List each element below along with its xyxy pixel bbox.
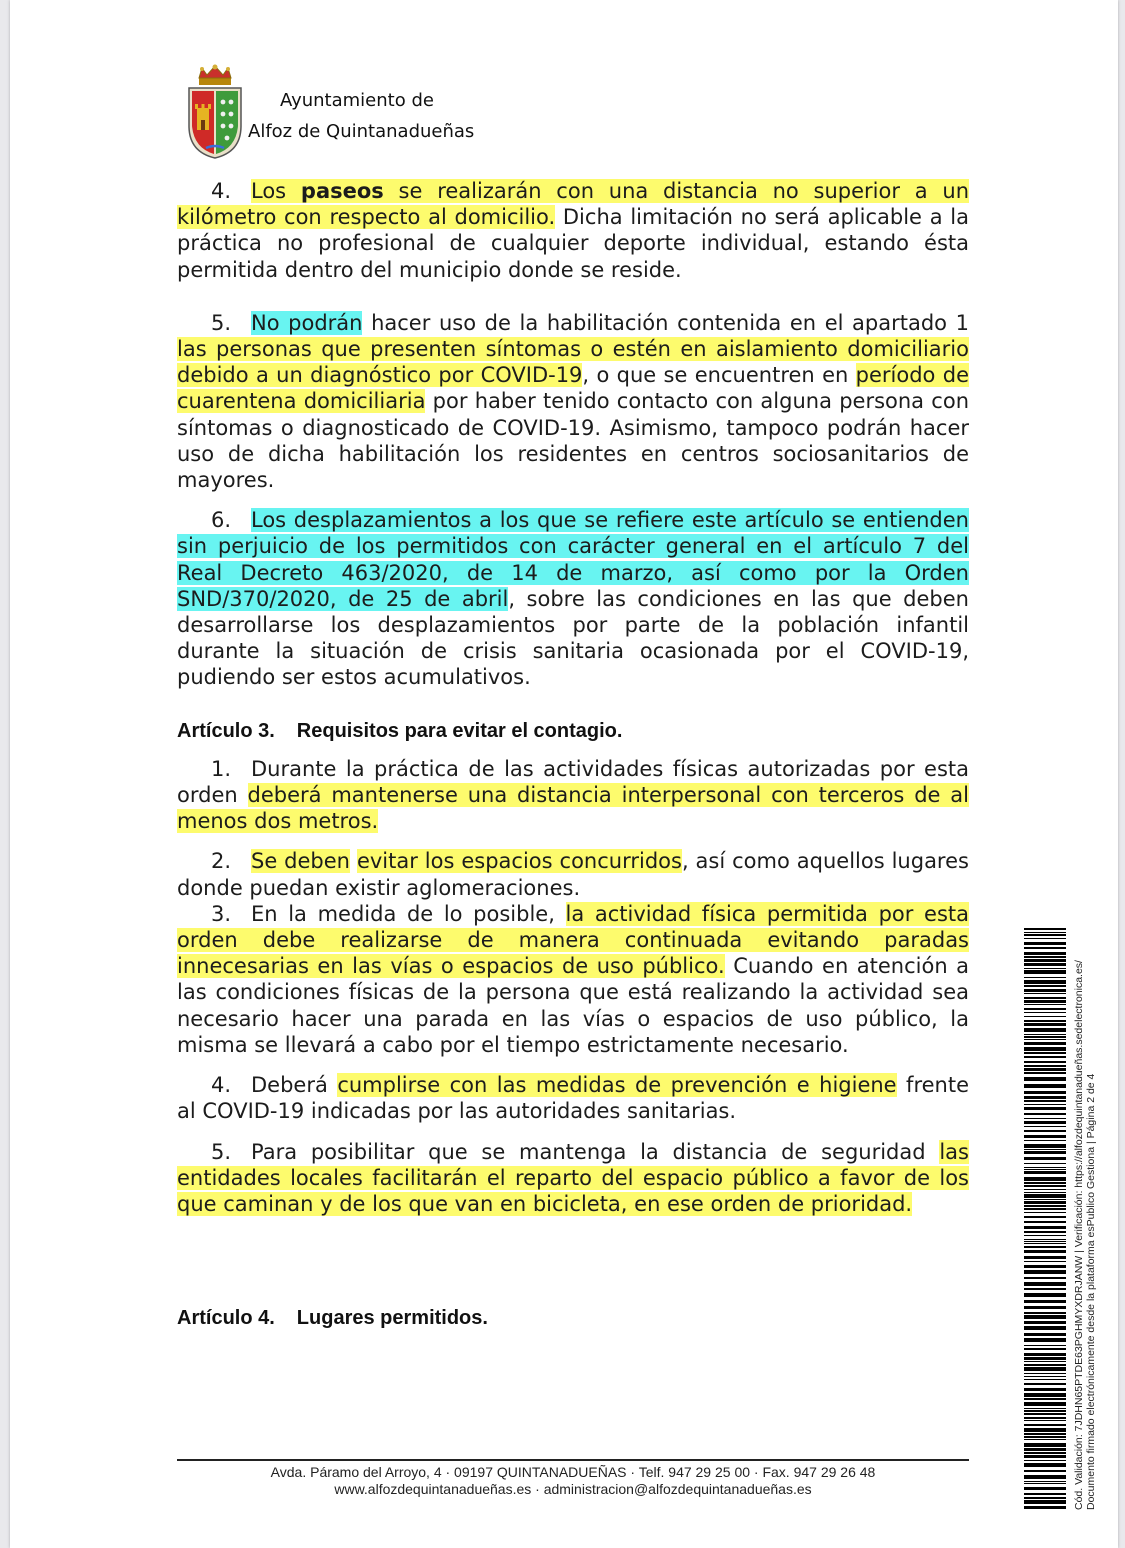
highlight-text: se realizarán con una distancia no superior a un kilómetro con respecto al domicilio.: [177, 179, 970, 230]
paragraph-number: 5.: [211, 310, 232, 335]
bold-term: paseos: [300, 179, 384, 203]
paragraph-text: , sobre las condiciones en las que deben desarrollarse los desplazamientos por parte de la población infantil durante la situación de crisis sanitaria ocasionada por el COVID-19, pudiendo ser estos acumulativos.: [177, 586, 969, 690]
footer-contact: www.alfozdequintanadueñas.es · administracion@alfozdequintanadueñas.es: [334, 1481, 812, 1497]
article-3-item-3: [177, 901, 969, 1058]
article-3-heading: [177, 718, 969, 744]
paragraph-text: Dicha limitación no será aplicable a la práctica no profesional de cualquier deporte individual, estando ésta permitida dentro del municipio donde se reside.: [177, 205, 969, 282]
coat-of-arms-logo: [186, 64, 244, 160]
paragraph-text: , o que se encuentren en: [582, 363, 856, 388]
highlight-cyan: No podrán: [251, 310, 363, 335]
highlight-yellow: deberá mantenerse una distancia interpersonal con terceros de al menos dos metros.: [177, 783, 969, 834]
org-name-line2: Alfoz de Quintanadueñas: [248, 121, 475, 142]
article-3-item-4: [177, 1072, 969, 1124]
item-number: 5.: [211, 1139, 232, 1164]
paragraph-text: hacer uso de la habilitación contenida en el apartado 1: [362, 310, 969, 335]
item-text: , así como aquellos lugares donde puedan existir aglomeraciones.: [177, 849, 969, 900]
paragraph-number: 4.: [211, 179, 232, 203]
paragraph-number: 6.: [211, 508, 232, 533]
item-number: 1.: [211, 756, 232, 781]
org-name-line1: Ayuntamiento de: [280, 90, 434, 111]
article-3-item-2: [177, 848, 969, 900]
item-number: 4.: [211, 1073, 232, 1098]
paragraph-6: [177, 507, 969, 690]
verification-signature-line: Documento firmado electrónicamente desde la plataforma esPublico Gestiona | Página 2 de 4: [1085, 1073, 1097, 1510]
barcode-image: [1024, 928, 1066, 1509]
highlight-yellow: la actividad física permitida por esta orden debe realizarse de manera continuada evitando paradas innecesarias en las vías o espacios de uso público.: [177, 901, 969, 979]
highlight-text: Los: [251, 179, 301, 203]
letterhead: [186, 64, 586, 164]
highlight-yellow: las personas que presenten síntomas o estén en aislamiento domiciliario debido a un diagnóstico por COVID-19: [177, 337, 969, 388]
document-page: [10, 0, 1118, 1548]
item-text: frente al COVID-19 indicadas por las autoridades sanitarias.: [177, 1073, 969, 1124]
document-body: [177, 178, 969, 1331]
article-4-heading: [177, 1305, 969, 1331]
item-number: 2.: [211, 849, 232, 874]
article-3-item-5: [177, 1139, 969, 1218]
item-text: Para posibilitar que se mantenga la distancia de seguridad: [251, 1139, 940, 1164]
article-label: Artículo 4.: [177, 1307, 275, 1330]
footer-divider: [177, 1459, 969, 1461]
item-number: 3.: [211, 901, 232, 926]
verification-stamp: [1073, 920, 1103, 1510]
highlight-yellow: Se deben: [251, 849, 350, 874]
highlight-yellow: período de cuarentena domiciliaria: [177, 363, 970, 414]
article-title: Requisitos para evitar el contagio.: [296, 719, 623, 742]
paragraph-text: por haber tenido contacto con alguna persona con síntomas o diagnosticado de COVID-19. Asimismo, tampoco podrán hacer uso de dicha habilitación los residentes en centros sociosanitarios de mayores.: [177, 389, 970, 493]
article-label: Artículo 3.: [177, 719, 275, 742]
paragraph-5: [177, 310, 969, 493]
paragraph-4: [177, 178, 969, 283]
article-3-item-1: [177, 756, 969, 835]
verification-code-line: Cód. Validación: 7JDHN65PTDE63PGHMYXDRJANW | Verificación: https://alfozdequintanadueñas.sedelectronica.es/: [1073, 960, 1085, 1510]
highlight-yellow: cumplirse con las medidas de prevención e higiene: [337, 1073, 897, 1098]
highlight-cyan: Los desplazamientos a los que se refiere este artículo se entienden sin perjuicio de los permitidos con carácter general en el artículo 7 del Real Decreto 463/2020, de 14 de marzo, así como por la Orden SND/370/2020, de 25 de abril: [177, 508, 969, 611]
item-text: En la medida de lo posible,: [251, 901, 566, 926]
item-text: Durante la práctica de las actividades físicas autorizadas por esta orden: [177, 756, 969, 808]
highlight-yellow: las entidades locales facilitarán el reparto del espacio público a favor de los que caminan y de los que van en bicicleta, en ese orden de prioridad.: [177, 1139, 969, 1216]
footer: [177, 1464, 969, 1498]
item-text: [350, 849, 357, 873]
item-text: Cuando en atención a las condiciones físicas de la persona que está realizando la actividad sea necesario hacer una parada en las vías o espacios de uso público, la misma se llevará a cabo por el tiempo estrictamente necesario.: [177, 954, 970, 1057]
item-text: Deberá: [251, 1073, 338, 1098]
highlight-yellow: evitar los espacios concurridos: [356, 849, 682, 874]
footer-address: Avda. Páramo del Arroyo, 4 · 09197 QUINTANADUEÑAS · Telf. 947 29 25 00 · Fax. 947 29 26 48: [270, 1464, 876, 1480]
article-title: Lugares permitidos.: [296, 1307, 488, 1330]
